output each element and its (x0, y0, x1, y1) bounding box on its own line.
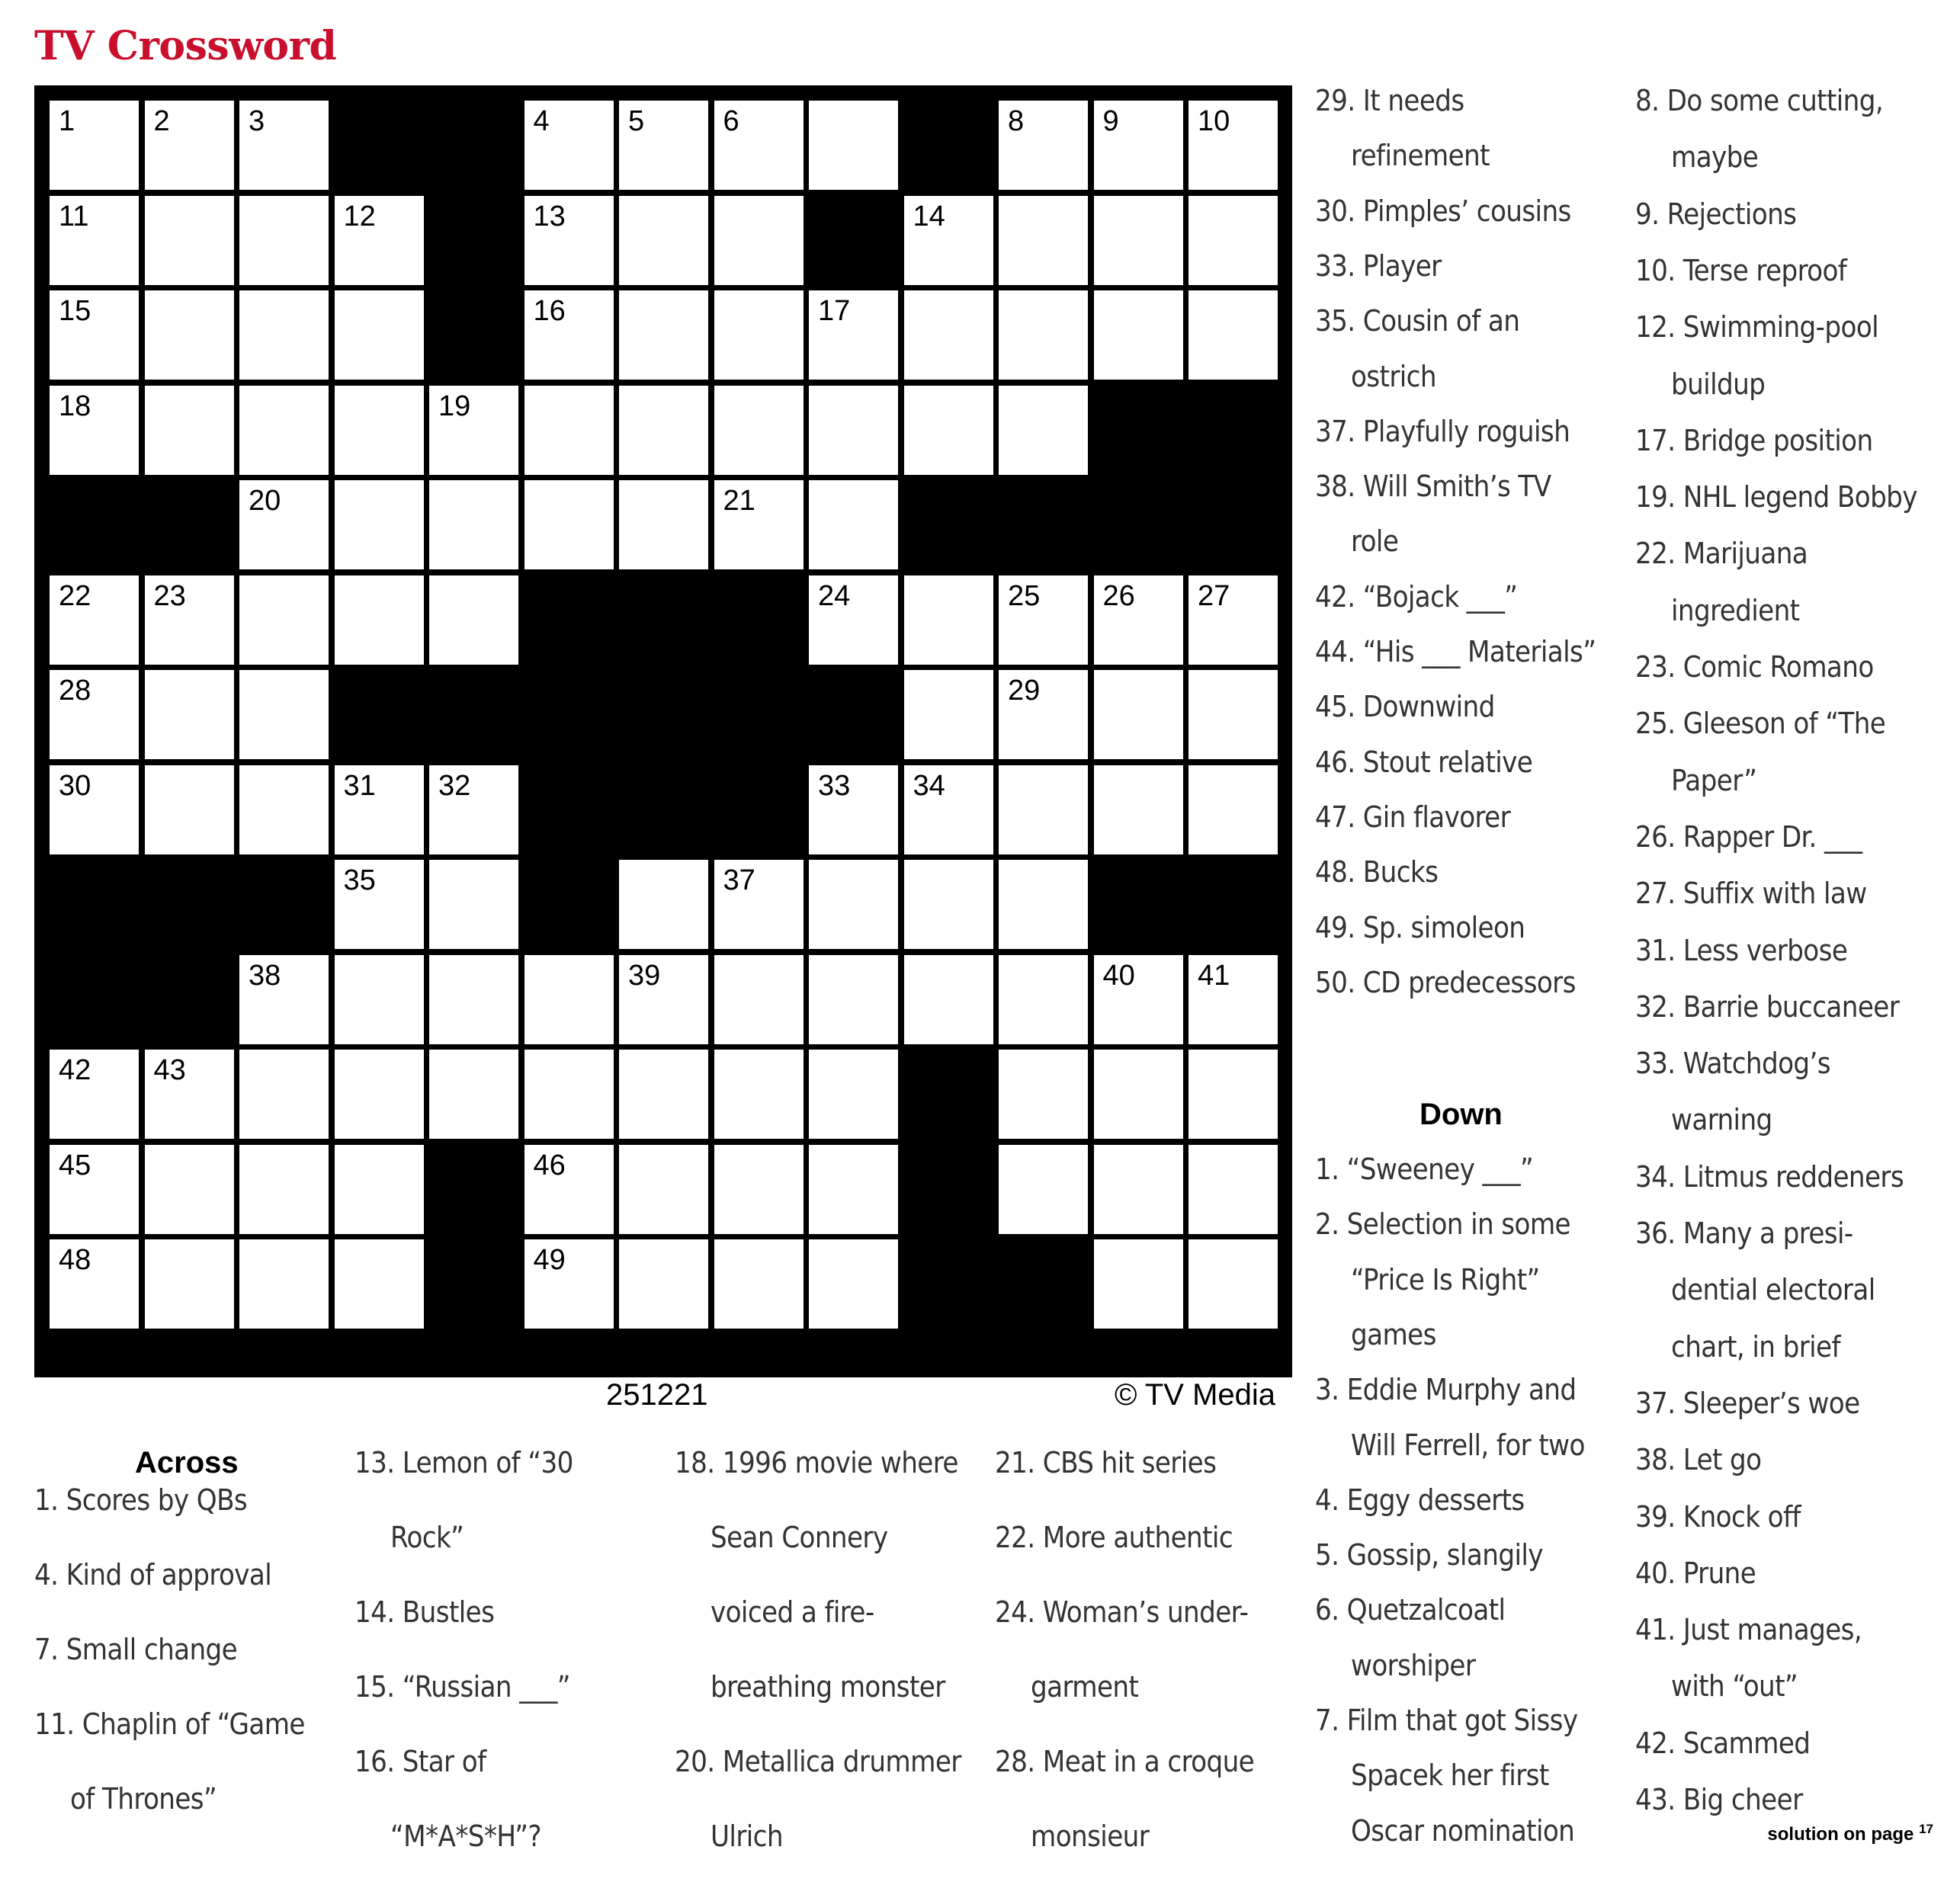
grid-cell[interactable] (50, 101, 139, 190)
grid-cell[interactable] (335, 765, 424, 854)
grid-cell[interactable] (809, 101, 898, 190)
grid-cell[interactable] (239, 670, 329, 759)
grid-cell[interactable] (145, 1050, 234, 1139)
puzzle-id: 251221 (606, 1378, 708, 1412)
cell-number: 1 (59, 105, 75, 137)
cell-number: 46 (533, 1149, 566, 1181)
clue-line: 9. Rejections (1635, 197, 1797, 231)
clue-line: ingredient (1671, 593, 1800, 627)
clue-line: 22. More authentic (995, 1521, 1233, 1554)
clue-line: 25. Gleeson of “The (1635, 707, 1886, 741)
grid-cell[interactable] (1189, 955, 1278, 1044)
grid-cell[interactable] (429, 386, 518, 475)
clue-line: 5. Gossip, slangily (1315, 1538, 1543, 1572)
grid-cell[interactable] (714, 101, 804, 190)
cell-number: 8 (1008, 105, 1025, 137)
cell-number: 35 (343, 864, 376, 896)
grid-cell[interactable] (619, 1239, 708, 1329)
grid-cell[interactable] (999, 196, 1088, 285)
clue-line: 39. Knock off (1635, 1499, 1801, 1534)
grid-cell[interactable] (904, 670, 993, 759)
grid-cell[interactable] (50, 670, 139, 759)
cell-number: 25 (1008, 579, 1041, 612)
grid-cell[interactable] (714, 480, 804, 569)
clue-line: 1. Scores by QBs (34, 1483, 248, 1517)
cell-number: 39 (628, 959, 661, 992)
clue-line: 33. Player (1315, 248, 1442, 283)
cell-number: 33 (818, 769, 851, 802)
grid-cell[interactable] (1189, 290, 1278, 380)
cell-number: 30 (59, 769, 91, 802)
cell-number: 18 (59, 390, 91, 422)
grid-cell[interactable] (145, 765, 234, 854)
grid-cell[interactable] (999, 386, 1088, 475)
grid-cell[interactable] (524, 1145, 614, 1234)
grid-cell[interactable] (904, 386, 993, 475)
cell-number: 24 (818, 579, 851, 612)
clue-line: monsieur (1031, 1819, 1150, 1853)
grid-cell[interactable] (50, 1050, 139, 1139)
grid-cell[interactable] (524, 955, 614, 1044)
clue-line: 13. Lemon of “30 (354, 1446, 573, 1479)
clue-line: breathing monster (711, 1670, 945, 1704)
grid-cell[interactable] (809, 1050, 898, 1139)
clue-line: 17. Bridge position (1635, 423, 1873, 457)
clue-line: 6. Quetzalcoatl (1315, 1593, 1506, 1627)
cell-number: 20 (249, 485, 281, 517)
clue-line: 34. Litmus reddeners (1635, 1159, 1904, 1194)
clue-line: warning (1671, 1103, 1772, 1137)
cell-number: 23 (153, 579, 186, 612)
grid-cell[interactable] (50, 1145, 139, 1234)
grid-cell[interactable] (809, 386, 898, 475)
grid-cell[interactable] (145, 670, 234, 759)
clue-line: 4. Eggy desserts (1315, 1483, 1525, 1517)
clue-line: Paper” (1671, 763, 1757, 797)
clue-line: 18. 1996 movie where (675, 1446, 958, 1479)
clue-line: Sean Connery (711, 1521, 888, 1554)
clue-line: 16. Star of (354, 1745, 486, 1778)
clue-line: 30. Pimples’ cousins (1315, 194, 1571, 228)
clue-line: 11. Chaplin of “Game (34, 1707, 305, 1741)
clue-line: 28. Meat in a croque (995, 1745, 1255, 1778)
clue-line: ostrich (1351, 359, 1436, 393)
clue-line: garment (1031, 1670, 1139, 1704)
clue-line: worshiper (1351, 1648, 1476, 1682)
grid-cell[interactable] (239, 101, 329, 190)
grid-cell[interactable] (999, 1050, 1088, 1139)
clue-line: 10. Terse reproof (1635, 253, 1847, 287)
clue-line: 26. Rapper Dr. ___ (1635, 819, 1862, 854)
grid-cell[interactable] (50, 196, 139, 285)
grid-cell[interactable] (239, 290, 329, 380)
clue-line: 19. NHL legend Bobby (1635, 480, 1917, 515)
grid-cell[interactable] (524, 101, 614, 190)
grid-cell[interactable] (1094, 765, 1183, 854)
clue-line: 48. Bucks (1315, 855, 1439, 890)
grid-cell[interactable] (335, 480, 424, 569)
solution-page-number: 17 (1919, 1822, 1933, 1836)
cell-number: 26 (1102, 579, 1135, 612)
grid-cell[interactable] (619, 196, 708, 285)
clue-line: 42. “Bojack ___” (1315, 579, 1518, 614)
grid-cell[interactable] (429, 1050, 518, 1139)
clue-line: Oscar nomination (1351, 1813, 1575, 1848)
cell-number: 49 (533, 1244, 566, 1276)
grid-cell[interactable] (429, 955, 518, 1044)
clue-line: 21. CBS hit series (995, 1446, 1217, 1479)
clue-line: 29. It needs (1315, 84, 1464, 117)
grid-cell[interactable] (1094, 670, 1183, 759)
grid-cell[interactable] (904, 196, 993, 285)
clue-line: role (1351, 524, 1399, 559)
grid-cell[interactable] (429, 860, 518, 949)
grid-cell[interactable] (999, 860, 1088, 949)
clue-line: buildup (1671, 367, 1766, 401)
clue-line: 15. “Russian ___” (354, 1670, 570, 1704)
grid-cell[interactable] (619, 860, 708, 949)
copyright: © TV Media (1115, 1378, 1276, 1412)
clue-line: 37. Playfully roguish (1315, 414, 1570, 448)
grid-cell[interactable] (809, 290, 898, 380)
grid-cell[interactable] (1094, 575, 1183, 665)
grid-cell[interactable] (809, 1145, 898, 1234)
grid-cell[interactable] (1094, 196, 1183, 285)
grid-cell[interactable] (145, 1145, 234, 1234)
grid-cell[interactable] (50, 765, 139, 854)
grid-cell[interactable] (335, 196, 424, 285)
cell-number: 13 (533, 200, 566, 232)
clue-line: 14. Bustles (354, 1595, 495, 1629)
grid-cell[interactable] (999, 1145, 1088, 1234)
cell-number: 19 (438, 390, 471, 422)
grid-cell[interactable] (809, 480, 898, 569)
page-title: TV Crossword (34, 23, 337, 69)
clue-line: Will Ferrell, for two (1351, 1428, 1585, 1462)
cell-number: 40 (1102, 959, 1135, 992)
clue-line: 22. Marijuana (1635, 537, 1808, 571)
grid-cell[interactable] (1094, 101, 1183, 190)
clue-line: 3. Eddie Murphy and (1315, 1373, 1577, 1407)
cell-number: 6 (723, 105, 739, 137)
cell-number: 21 (723, 485, 755, 517)
down-heading: Down (1419, 1098, 1503, 1131)
cell-number: 22 (59, 579, 91, 612)
cell-number: 15 (59, 295, 91, 327)
grid-cell[interactable] (335, 1050, 424, 1139)
clue-line: “Price Is Right” (1351, 1262, 1540, 1297)
clue-line: 32. Barrie buccaneer (1635, 989, 1900, 1024)
clue-line: Spacek her first (1351, 1758, 1549, 1793)
grid-cell[interactable] (524, 1239, 614, 1329)
grid-cell[interactable] (50, 575, 139, 665)
clue-line: 7. Film that got Sissy (1315, 1704, 1578, 1737)
clue-line: 50. CD predecessors (1315, 965, 1576, 999)
grid-cell[interactable] (524, 386, 614, 475)
clue-line: 7. Small change (34, 1633, 238, 1666)
grid-cell[interactable] (999, 670, 1088, 759)
cell-number: 28 (59, 675, 91, 707)
clue-line: 37. Sleeper’s woe (1635, 1386, 1860, 1420)
grid-cell[interactable] (239, 480, 329, 569)
grid-cell[interactable] (999, 101, 1088, 190)
grid-cell[interactable] (714, 860, 804, 949)
grid-cell[interactable] (145, 290, 234, 380)
grid-cell[interactable] (714, 1050, 804, 1139)
grid-cell[interactable] (429, 765, 518, 854)
grid-cell[interactable] (1189, 575, 1278, 665)
cell-number: 32 (438, 769, 471, 802)
clue-line: 45. Downwind (1315, 690, 1495, 724)
grid-cell[interactable] (904, 290, 993, 380)
clue-line: 4. Kind of approval (34, 1558, 272, 1592)
cell-number: 2 (153, 105, 170, 137)
clue-line: 38. Will Smith’s TV (1315, 470, 1551, 504)
grid-cell[interactable] (1094, 290, 1183, 380)
cell-number: 34 (913, 769, 945, 802)
grid-cell[interactable] (1189, 1050, 1278, 1139)
grid-cell[interactable] (809, 1239, 898, 1329)
grid-cell[interactable] (239, 196, 329, 285)
cell-number: 42 (59, 1054, 91, 1086)
grid-cell[interactable] (335, 386, 424, 475)
cell-number: 4 (533, 105, 550, 137)
grid-cell[interactable] (239, 1239, 329, 1329)
grid-cell[interactable] (1094, 1145, 1183, 1234)
grid-cell[interactable] (1189, 101, 1278, 190)
solution-note (1767, 1822, 1933, 1845)
clue-line: games (1351, 1317, 1436, 1351)
grid-cell[interactable] (714, 290, 804, 380)
clue-line: “M*A*S*H”? (390, 1819, 541, 1853)
clue-line: 49. Sp. simoleon (1315, 910, 1525, 944)
grid-cell[interactable] (50, 290, 139, 380)
grid-cell[interactable] (145, 101, 234, 190)
cell-number: 29 (1008, 675, 1041, 707)
grid-cell[interactable] (335, 1145, 424, 1234)
grid-cell[interactable] (1094, 1239, 1183, 1329)
grid-cell[interactable] (335, 290, 424, 380)
grid-cell[interactable] (429, 575, 518, 665)
grid-cell[interactable] (145, 196, 234, 285)
grid-cell[interactable] (145, 1239, 234, 1329)
grid-cell[interactable] (335, 860, 424, 949)
clue-line: 46. Stout relative (1315, 745, 1533, 779)
cell-number: 17 (818, 295, 851, 327)
clue-line: 41. Just manages, (1635, 1613, 1862, 1647)
clue-line: 24. Woman’s under- (995, 1595, 1249, 1629)
cell-number: 11 (59, 200, 89, 232)
grid-cell[interactable] (239, 386, 329, 475)
grid-cell[interactable] (904, 955, 993, 1044)
clue-line: 2. Selection in some (1315, 1207, 1570, 1242)
grid-cell[interactable] (50, 1239, 139, 1329)
grid-cell[interactable] (619, 101, 708, 190)
grid-cell[interactable] (809, 575, 898, 665)
clue-line: 23. Comic Romano (1635, 650, 1874, 684)
clue-line: 44. “His ___ Materials” (1315, 635, 1596, 668)
cell-number: 31 (343, 769, 376, 802)
grid-cell[interactable] (809, 860, 898, 949)
grid-cell[interactable] (714, 1239, 804, 1329)
grid-cell[interactable] (904, 860, 993, 949)
grid-cell[interactable] (619, 1145, 708, 1234)
cell-number: 43 (153, 1054, 186, 1086)
grid-cell[interactable] (524, 196, 614, 285)
grid-cell[interactable] (619, 386, 708, 475)
grid-cell[interactable] (619, 290, 708, 380)
solution-note-text: solution on page (1767, 1824, 1914, 1845)
grid-cell[interactable] (1094, 1050, 1183, 1139)
grid-cell[interactable] (524, 1050, 614, 1139)
clue-line: 43. Big cheer (1635, 1783, 1803, 1816)
cell-number: 12 (343, 200, 376, 232)
cell-number: 41 (1198, 959, 1230, 992)
grid-cell[interactable] (524, 480, 614, 569)
clue-line: 38. Let go (1635, 1443, 1762, 1477)
grid-cell[interactable] (1189, 196, 1278, 285)
grid-cell[interactable] (239, 1145, 329, 1234)
clue-line: 42. Scammed (1635, 1726, 1811, 1760)
clue-line: 20. Metallica drummer (675, 1745, 961, 1778)
crossword-grid (34, 85, 1292, 1377)
grid-cell[interactable] (714, 386, 804, 475)
clue-line: 40. Prune (1635, 1556, 1756, 1590)
clue-line: 36. Many a presi- (1635, 1217, 1853, 1250)
cell-number: 9 (1102, 105, 1119, 137)
grid-cell[interactable] (904, 765, 993, 854)
clue-line: dential electoral (1671, 1273, 1875, 1307)
grid-cell[interactable] (429, 480, 518, 569)
grid-cell[interactable] (809, 955, 898, 1044)
grid-cell[interactable] (239, 1050, 329, 1139)
cell-number: 38 (249, 959, 281, 992)
grid-cell[interactable] (809, 765, 898, 854)
cell-number: 10 (1198, 105, 1230, 137)
grid-cell[interactable] (714, 1145, 804, 1234)
grid-cell[interactable] (999, 290, 1088, 380)
grid-cell[interactable] (1189, 1239, 1278, 1329)
cell-number: 27 (1198, 579, 1230, 612)
clue-line: 12. Swimming-pool (1635, 310, 1879, 345)
cell-number: 45 (59, 1149, 91, 1181)
grid-cell[interactable] (335, 1239, 424, 1329)
grid-cell[interactable] (50, 386, 139, 475)
clue-line: chart, in brief (1671, 1329, 1840, 1364)
across-heading: Across (135, 1446, 239, 1479)
clue-line: 31. Less verbose (1635, 933, 1848, 967)
clue-line: voiced a fire- (711, 1595, 874, 1629)
grid-cell[interactable] (1094, 955, 1183, 1044)
grid-cell[interactable] (714, 955, 804, 1044)
grid-cell[interactable] (1189, 765, 1278, 854)
grid-cell[interactable] (619, 480, 708, 569)
clue-line: Rock” (390, 1521, 464, 1554)
grid-cell[interactable] (619, 1050, 708, 1139)
cell-number: 3 (249, 105, 265, 137)
clue-line: with “out” (1671, 1669, 1798, 1704)
grid-cell[interactable] (145, 386, 234, 475)
grid-cell[interactable] (904, 575, 993, 665)
grid-cell[interactable] (524, 290, 614, 380)
grid-cell[interactable] (714, 196, 804, 285)
clue-line: 47. Gin flavorer (1315, 800, 1511, 834)
cell-number: 5 (628, 105, 645, 137)
clue-line: 35. Cousin of an (1315, 304, 1520, 338)
grid-cell[interactable] (239, 575, 329, 665)
clue-line: 33. Watchdog’s (1635, 1047, 1830, 1081)
clue-line: of Thrones” (70, 1782, 217, 1816)
grid-cell[interactable] (239, 765, 329, 854)
clue-line: refinement (1351, 139, 1490, 173)
clue-line: maybe (1671, 140, 1759, 175)
cell-number: 37 (723, 864, 755, 896)
grid-cell[interactable] (999, 955, 1088, 1044)
clue-line: 27. Suffix with law (1635, 877, 1867, 911)
grid-cell[interactable] (619, 955, 708, 1044)
grid-cell[interactable] (999, 765, 1088, 854)
grid-cell[interactable] (239, 955, 329, 1044)
cell-number: 14 (913, 200, 945, 232)
grid-cell[interactable] (335, 955, 424, 1044)
cell-number: 16 (533, 295, 566, 327)
grid-cell[interactable] (335, 575, 424, 665)
clue-line: Ulrich (711, 1819, 783, 1853)
cell-number: 48 (59, 1244, 91, 1276)
grid-cell[interactable] (145, 575, 234, 665)
clue-line: 1. “Sweeney ___” (1315, 1152, 1534, 1186)
grid-cell[interactable] (1189, 670, 1278, 759)
grid-cell[interactable] (999, 575, 1088, 665)
grid-cell[interactable] (1189, 1145, 1278, 1234)
clue-line: 8. Do some cutting, (1635, 84, 1884, 117)
